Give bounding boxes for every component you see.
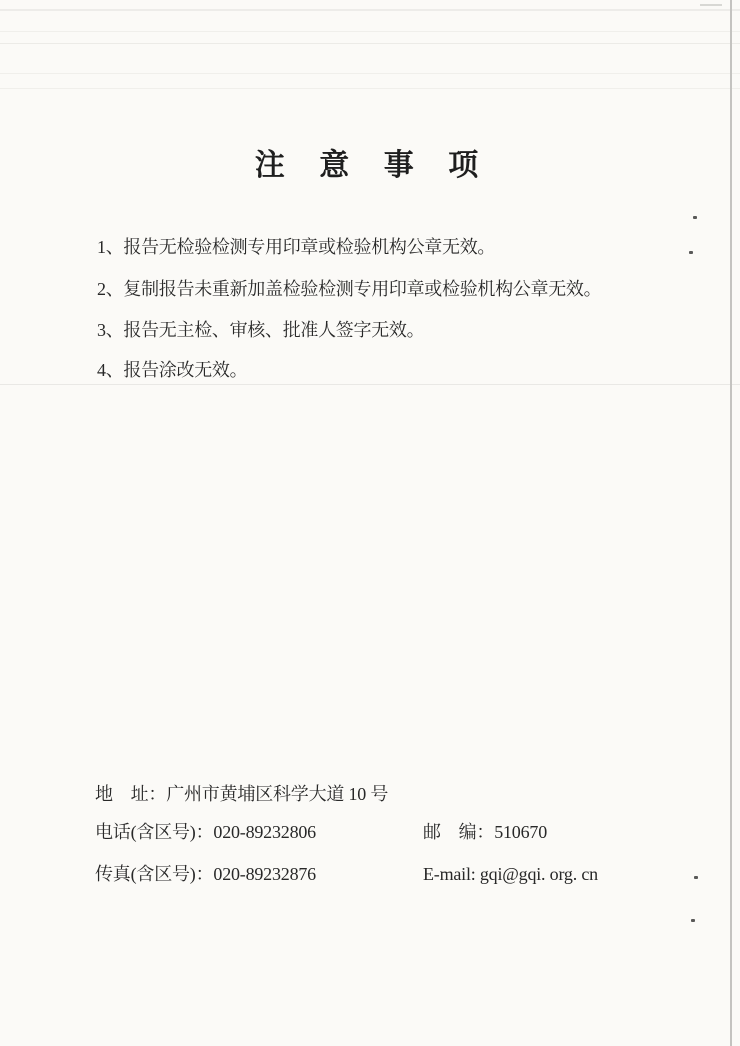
- note-item: 4、报告涂改无效。: [97, 360, 248, 380]
- address-line: 地 址：广州市黄埔区科学大道 10 号: [95, 784, 389, 804]
- scan-artifact-line: [0, 73, 740, 74]
- postal-code-line: 邮 编：510670: [423, 822, 547, 842]
- scan-artifact-line: [0, 43, 740, 44]
- fax-line: 传真(含区号)：020-89232876: [95, 864, 316, 884]
- scan-speck: [694, 876, 698, 879]
- phone-line: 电话(含区号)：020-89232806: [95, 822, 316, 842]
- scan-artifact-line: [0, 88, 740, 89]
- note-item: 2、复制报告未重新加盖检验检测专用印章或检验机构公章无效。: [97, 279, 602, 299]
- scan-artifact-line: [0, 31, 740, 32]
- scan-speck: [693, 216, 697, 219]
- scan-artifact-dash: [700, 4, 722, 6]
- scan-speck: [689, 251, 693, 254]
- scan-artifact-line: [0, 9, 740, 11]
- scan-artifact-line: [0, 384, 740, 385]
- email-line: E-mail: gqi@gqi. org. cn: [423, 864, 598, 884]
- note-item: 1、报告无检验检测专用印章或检验机构公章无效。: [97, 237, 496, 257]
- page-title: 注 意 事 项: [254, 149, 486, 182]
- note-item: 3、报告无主检、审核、批准人签字无效。: [97, 320, 425, 340]
- scan-speck: [691, 919, 695, 922]
